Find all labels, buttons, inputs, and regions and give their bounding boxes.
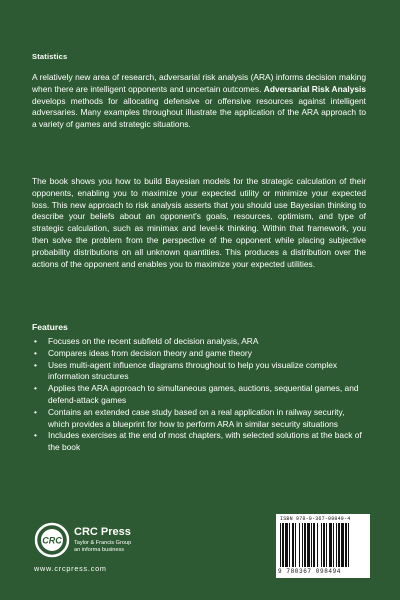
description-paragraph: The book shows you how to build Bayesian models for the strategic calculation of their opponents, enabling you to maximize your expected utility or minimize your expected loss. This new approach to risk analysis asserts that you should use Bayesian thinking to describe your beliefs about an opponent's goals, resources, optimism, and type of strategic calculation, such as minimax and level-k thinking. Within that framework, you then solve the problem from the perspective of the opponent while placing subjective probability distributions on all unknown quantities. This produces a distribution over the actions of the opponent and enables you to maximize your expected utilities.	[32, 176, 366, 269]
feature-item	[32, 336, 366, 348]
feature-item	[32, 360, 366, 384]
bullet-icon: •	[34, 406, 37, 417]
barcode	[276, 514, 370, 578]
bullet-icon: •	[34, 430, 37, 441]
features-heading: Features	[32, 322, 68, 332]
feature-item	[32, 383, 366, 407]
feature-text: Focuses on the recent subfield of decision analysis, ARA	[48, 336, 259, 346]
feature-text: Applies the ARA approach to simultaneous games, auctions, sequential games, and defend-attack games	[48, 383, 359, 405]
barcode-isbn: ISBN 978-0-367-09849-4	[280, 516, 351, 522]
intro-text-part1: A relatively new area of research, adversarial risk analysis (ARA) informs decision making when there are intelligent opponents and uncertain outcomes.	[32, 72, 366, 94]
intro-text-part2: develops methods for allocating defensive or offensive resources against intelligent adversaries. Many examples throughout illustrate the application of the ARA approach to a variety of games and strategic situations.	[32, 95, 366, 130]
logo-letters: CRC	[42, 535, 62, 546]
feature-text: Uses multi-agent influence diagrams throughout to help you visualize complex information structures	[48, 359, 338, 382]
intro-paragraph	[32, 72, 366, 131]
barcode-bars-icon	[280, 523, 366, 567]
publisher-url: www.crcpress.com	[34, 564, 107, 573]
barcode-digits: 9 780367 098494	[278, 568, 342, 575]
feature-text: Includes exercises at the end of most chapters, with selected solutions at the back of the book	[48, 430, 362, 453]
bullet-icon: •	[34, 336, 37, 346]
feature-text: Contains an extended case study based on a real application in railway security, which provides a blueprint for how to perform ARA in similar security situations	[48, 406, 345, 429]
publisher-logo	[34, 522, 184, 582]
publisher-subtitle-line2: an informa business	[74, 547, 125, 553]
features-list	[32, 336, 366, 454]
bullet-icon: •	[34, 359, 37, 370]
feature-item	[32, 430, 366, 454]
publisher-name: CRC Press	[74, 526, 131, 538]
publisher-subtitle-line1: Taylor & Francis Group	[74, 540, 132, 546]
intro-bold-title: Adversarial Risk Analysis	[263, 83, 367, 94]
feature-item	[32, 348, 366, 360]
publisher-subtitle	[74, 540, 131, 554]
feature-item	[32, 407, 366, 431]
bullet-icon: •	[34, 383, 37, 394]
crc-logo-icon	[34, 522, 70, 558]
bullet-icon: •	[34, 347, 37, 358]
feature-text: Compares ideas from decision theory and game theory	[48, 347, 252, 358]
category-label: Statistics	[32, 52, 68, 61]
